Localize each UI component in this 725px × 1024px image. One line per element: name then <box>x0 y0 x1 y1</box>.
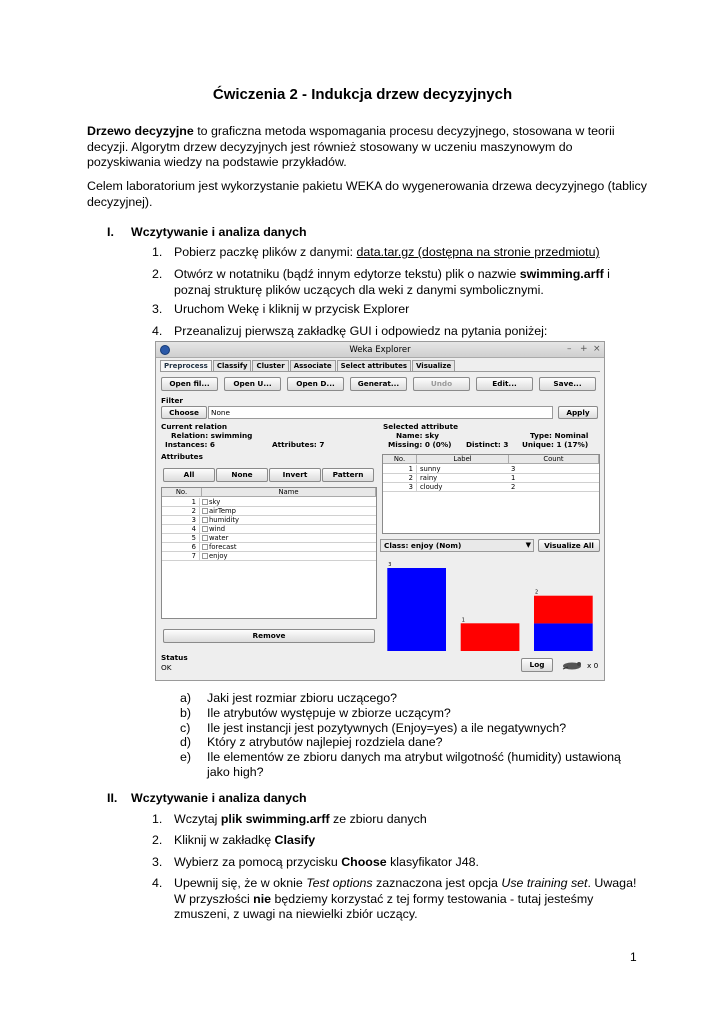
table-row[interactable] <box>383 483 599 492</box>
section2-title: Wczytywanie i analiza danych <box>131 791 307 805</box>
question-c-letter: c) <box>180 721 191 735</box>
class-select-value: Class: enjoy (Nom) <box>384 541 462 550</box>
current-relation-heading: Current relation <box>161 422 228 431</box>
table-row[interactable] <box>162 525 376 534</box>
label-value: rainy <box>420 474 438 482</box>
goal-paragraph <box>87 179 657 210</box>
weka-explorer-window <box>155 341 605 681</box>
question-b-letter: b) <box>180 706 192 720</box>
chevron-down-icon: ▼ <box>525 541 531 549</box>
label-value: cloudy <box>420 483 443 491</box>
selected-attr-name: Name: sky <box>396 431 439 440</box>
table-row[interactable] <box>162 516 376 525</box>
label-col-count: Count <box>509 455 599 464</box>
s1-item1-number: 1. <box>152 245 163 259</box>
section2-number: II. <box>107 791 118 805</box>
select-all-button[interactable]: All <box>163 468 215 482</box>
weka-bird-icon <box>560 660 584 670</box>
row-number: 2 <box>383 474 417 483</box>
s2-item3 <box>174 855 644 871</box>
weka-tab-bar <box>160 360 456 371</box>
s2-item4-number: 4. <box>152 876 163 890</box>
row-number: 4 <box>162 525 200 534</box>
tab-cluster[interactable]: Cluster <box>252 360 288 371</box>
choose-filter-button[interactable]: Choose <box>161 406 207 419</box>
filter-label: Filter <box>161 396 184 405</box>
save-button[interactable]: Save... <box>539 377 596 391</box>
open-url-button[interactable]: Open U... <box>224 377 281 391</box>
tab-associate[interactable]: Associate <box>290 360 336 371</box>
attributes-count: Attributes: 7 <box>272 440 325 449</box>
question-b: Ile atrybutów występuje w zbiorze uczącym? <box>207 706 451 720</box>
pattern-button[interactable]: Pattern <box>322 468 374 482</box>
row-number: 5 <box>162 534 200 543</box>
tab-visualize[interactable]: Visualize <box>412 360 455 371</box>
section1-title: Wczytywanie i analiza danych <box>131 225 307 239</box>
bar-sunny-series1 <box>387 568 446 651</box>
apply-filter-button[interactable]: Apply <box>558 406 598 419</box>
question-c: Ile jest instancji jest pozytywnych (Enjoy=yes) a ile negatywnych? <box>207 721 567 735</box>
question-e-line1: Ile elementów ze zbioru danych ma atrybut wilgotność (humidity) ustawioną <box>207 750 621 764</box>
attribute-name: airTemp <box>209 507 236 515</box>
tab-divider <box>160 371 600 372</box>
attributes-heading: Attributes <box>161 452 203 461</box>
s1-item2-filename: swimming.arff <box>519 267 604 281</box>
table-row[interactable] <box>383 474 599 483</box>
bar-label-cloudy: 2 <box>535 589 539 596</box>
s2-item3-pre: Wybierz za pomocą przycisku <box>174 855 342 869</box>
class-select[interactable] <box>380 539 534 552</box>
s2-item1-number: 1. <box>152 812 163 826</box>
tab-classify[interactable]: Classify <box>213 360 252 371</box>
s2-item1 <box>174 812 644 828</box>
select-none-button[interactable]: None <box>216 468 268 482</box>
s1-item2-post: i <box>603 267 610 281</box>
attribute-name: sky <box>209 498 221 506</box>
filter-field[interactable] <box>208 406 553 419</box>
attr-col-name: Name <box>202 488 376 497</box>
s1-item2-number: 2. <box>152 267 163 281</box>
s2-item3-number: 3. <box>152 855 163 869</box>
selected-attr-distinct: Distinct: 3 <box>466 440 509 449</box>
s2-item4-l2c: będziemy korzystać z tej formy testowania - tutaj jesteśmy <box>271 891 594 906</box>
row-number: 1 <box>383 465 417 474</box>
intro-term: Drzewo decyzyjne <box>87 124 194 138</box>
s2-item4-l1b: zaznaczona jest opcja <box>372 876 502 890</box>
filter-value: None <box>211 408 231 417</box>
checkbox[interactable] <box>202 526 208 532</box>
checkbox[interactable] <box>202 553 208 559</box>
labels-table <box>382 454 600 534</box>
table-row[interactable] <box>162 507 376 516</box>
open-db-button[interactable]: Open D... <box>287 377 344 391</box>
bar-cloudy-series1 <box>534 623 593 651</box>
s1-item1-text: Pobierz paczkę plików z danymi: <box>174 245 357 259</box>
s1-item3-number: 3. <box>152 302 163 316</box>
attribute-name: wind <box>209 525 226 533</box>
intro-line2: decyzji. Algorytm drzew decyzyjnych jest również stosowany w uczeniu maszynowym do <box>87 139 573 154</box>
attribute-name: humidity <box>209 516 240 524</box>
goal-line1: Celem laboratorium jest wykorzystanie pakietu WEKA do wygenerowania drzewa decyzyjnego (tablicy <box>87 179 647 193</box>
selected-attribute-heading: Selected attribute <box>383 422 459 431</box>
s2-item4-l1a: Upewnij się, że w oknie <box>174 876 307 890</box>
weka-titlebar <box>156 342 604 358</box>
attribute-name: forecast <box>209 543 237 551</box>
maximize-icon[interactable]: + <box>580 344 588 354</box>
section1-number: I. <box>107 225 114 239</box>
s2-item1-pre: Wczytaj <box>174 812 221 826</box>
undo-button[interactable]: Undo <box>413 377 470 391</box>
intro-line3: pozyskiwania wiedzy na podstawie przykładów. <box>87 155 347 169</box>
s1-item4-text: Przeanalizuj pierwszą zakładkę GUI i odpowiedz na pytania poniżej: <box>174 324 548 338</box>
table-row[interactable] <box>383 465 599 474</box>
class-distribution-chart <box>380 556 600 652</box>
s1-item2-text: Otwórz w notatniku (bądź innym edytorze tekstu) plik o nazwie <box>174 267 520 281</box>
s1-item2 <box>174 267 644 298</box>
attr-col-no: No. <box>162 488 202 497</box>
s2-item4-l1i2: Use training set <box>501 876 588 890</box>
relation-name: Relation: swimming <box>171 431 253 440</box>
s2-item4 <box>174 876 654 923</box>
table-row[interactable] <box>162 498 376 507</box>
selected-attr-type: Type: Nominal <box>530 431 589 440</box>
attribute-name: water <box>209 534 229 542</box>
close-icon[interactable]: × <box>593 344 601 354</box>
row-number: 7 <box>162 552 200 561</box>
question-e <box>207 750 637 779</box>
status-label: Status <box>161 653 188 662</box>
s2-item4-l2a: W przyszłości <box>174 891 254 906</box>
s1-item2-line2: poznaj strukturę plików uczących dla weki z danymi symbolicznymi. <box>174 282 544 297</box>
invert-button[interactable]: Invert <box>269 468 321 482</box>
s2-item4-l1c: . Uwaga! <box>587 876 637 890</box>
table-row[interactable] <box>162 552 376 561</box>
row-number: 3 <box>162 516 200 525</box>
tab-preprocess[interactable]: Preprocess <box>160 360 212 371</box>
attributes-table <box>161 487 377 619</box>
data-download-link[interactable]: data.tar.gz (dostępna na stronie przedmiotu) <box>356 245 600 259</box>
question-d: Który z atrybutów najlepiej rozdziela dane? <box>207 735 443 749</box>
s2-item3-bold: Choose <box>341 855 387 869</box>
task-counter: x 0 <box>587 661 599 670</box>
count-value: 2 <box>511 483 516 491</box>
page-title: Ćwiczenia 2 - Indukcja drzew decyzyjnych <box>212 86 513 103</box>
weka-window-title: Weka Explorer <box>349 345 411 355</box>
s2-item3-post: klasyfikator J48. <box>386 855 479 869</box>
checkbox[interactable] <box>202 517 208 523</box>
generate-button[interactable]: Generat... <box>350 377 407 391</box>
bar-rainy-series2 <box>461 623 520 651</box>
label-value: sunny <box>420 465 441 473</box>
selected-attr-missing: Missing: 0 (0%) <box>388 440 452 449</box>
row-number: 2 <box>162 507 200 516</box>
s2-item2 <box>174 833 644 849</box>
checkbox[interactable] <box>202 544 208 550</box>
s1-item4-number: 4. <box>152 324 163 338</box>
checkbox[interactable] <box>202 499 208 505</box>
visualize-all-button[interactable]: Visualize All <box>538 539 600 552</box>
intro-paragraph <box>87 124 647 171</box>
page-number: 1 <box>630 950 637 964</box>
count-value: 1 <box>511 474 516 482</box>
selected-attr-unique: Unique: 1 (17%) <box>522 440 589 449</box>
checkbox[interactable] <box>202 535 208 541</box>
row-number: 6 <box>162 543 200 552</box>
bar-cloudy-series2 <box>534 596 593 624</box>
status-value: OK <box>161 663 172 672</box>
remove-button[interactable]: Remove <box>163 629 375 643</box>
s1-item1 <box>174 245 644 261</box>
count-value: 3 <box>511 465 516 473</box>
question-a-letter: a) <box>180 691 192 705</box>
question-a: Jaki jest rozmiar zbioru uczącego? <box>207 691 398 705</box>
s2-item2-pre: Kliknij w zakładkę <box>174 833 275 847</box>
s2-item1-post: ze zbioru danych <box>329 812 427 826</box>
tab-select-attributes[interactable]: Select attributes <box>337 360 411 371</box>
attribute-name: enjoy <box>209 552 228 560</box>
intro-line1: to graficzna metoda wspomagania procesu decyzyjnego, stosowana w teorii <box>193 124 615 138</box>
question-d-letter: d) <box>180 735 192 749</box>
log-button[interactable]: Log <box>521 658 553 672</box>
s2-item4-l3: zmuszeni, z uwagi na niewielki zbiór uczący. <box>174 907 418 921</box>
question-e-line2: jako high? <box>207 764 264 779</box>
s2-item4-l1i1: Test options <box>306 876 373 890</box>
s2-item4-l2b: nie <box>253 891 272 906</box>
label-col-no: No. <box>383 455 417 464</box>
table-row[interactable] <box>162 534 376 543</box>
s2-item1-bold: plik swimming.arff <box>220 812 330 826</box>
bar-label-rainy: 1 <box>461 617 465 624</box>
minimize-icon[interactable]: – <box>567 344 572 354</box>
goal-line2: decyzyjnej). <box>87 194 153 209</box>
table-row[interactable] <box>162 543 376 552</box>
checkbox[interactable] <box>202 508 208 514</box>
bar-label-sunny: 3 <box>388 562 392 568</box>
instances-count: Instances: 6 <box>165 440 216 449</box>
s2-item2-number: 2. <box>152 833 163 847</box>
row-number: 3 <box>383 483 417 492</box>
row-number: 1 <box>162 498 200 507</box>
question-e-letter: e) <box>180 750 192 764</box>
open-file-button[interactable]: Open fil... <box>161 377 218 391</box>
edit-button[interactable]: Edit... <box>476 377 533 391</box>
label-col-label: Label <box>417 455 509 464</box>
s2-item2-bold: Clasify <box>274 833 316 847</box>
s1-item3-text: Uruchom Wekę i kliknij w przycisk Explorer <box>174 302 410 316</box>
